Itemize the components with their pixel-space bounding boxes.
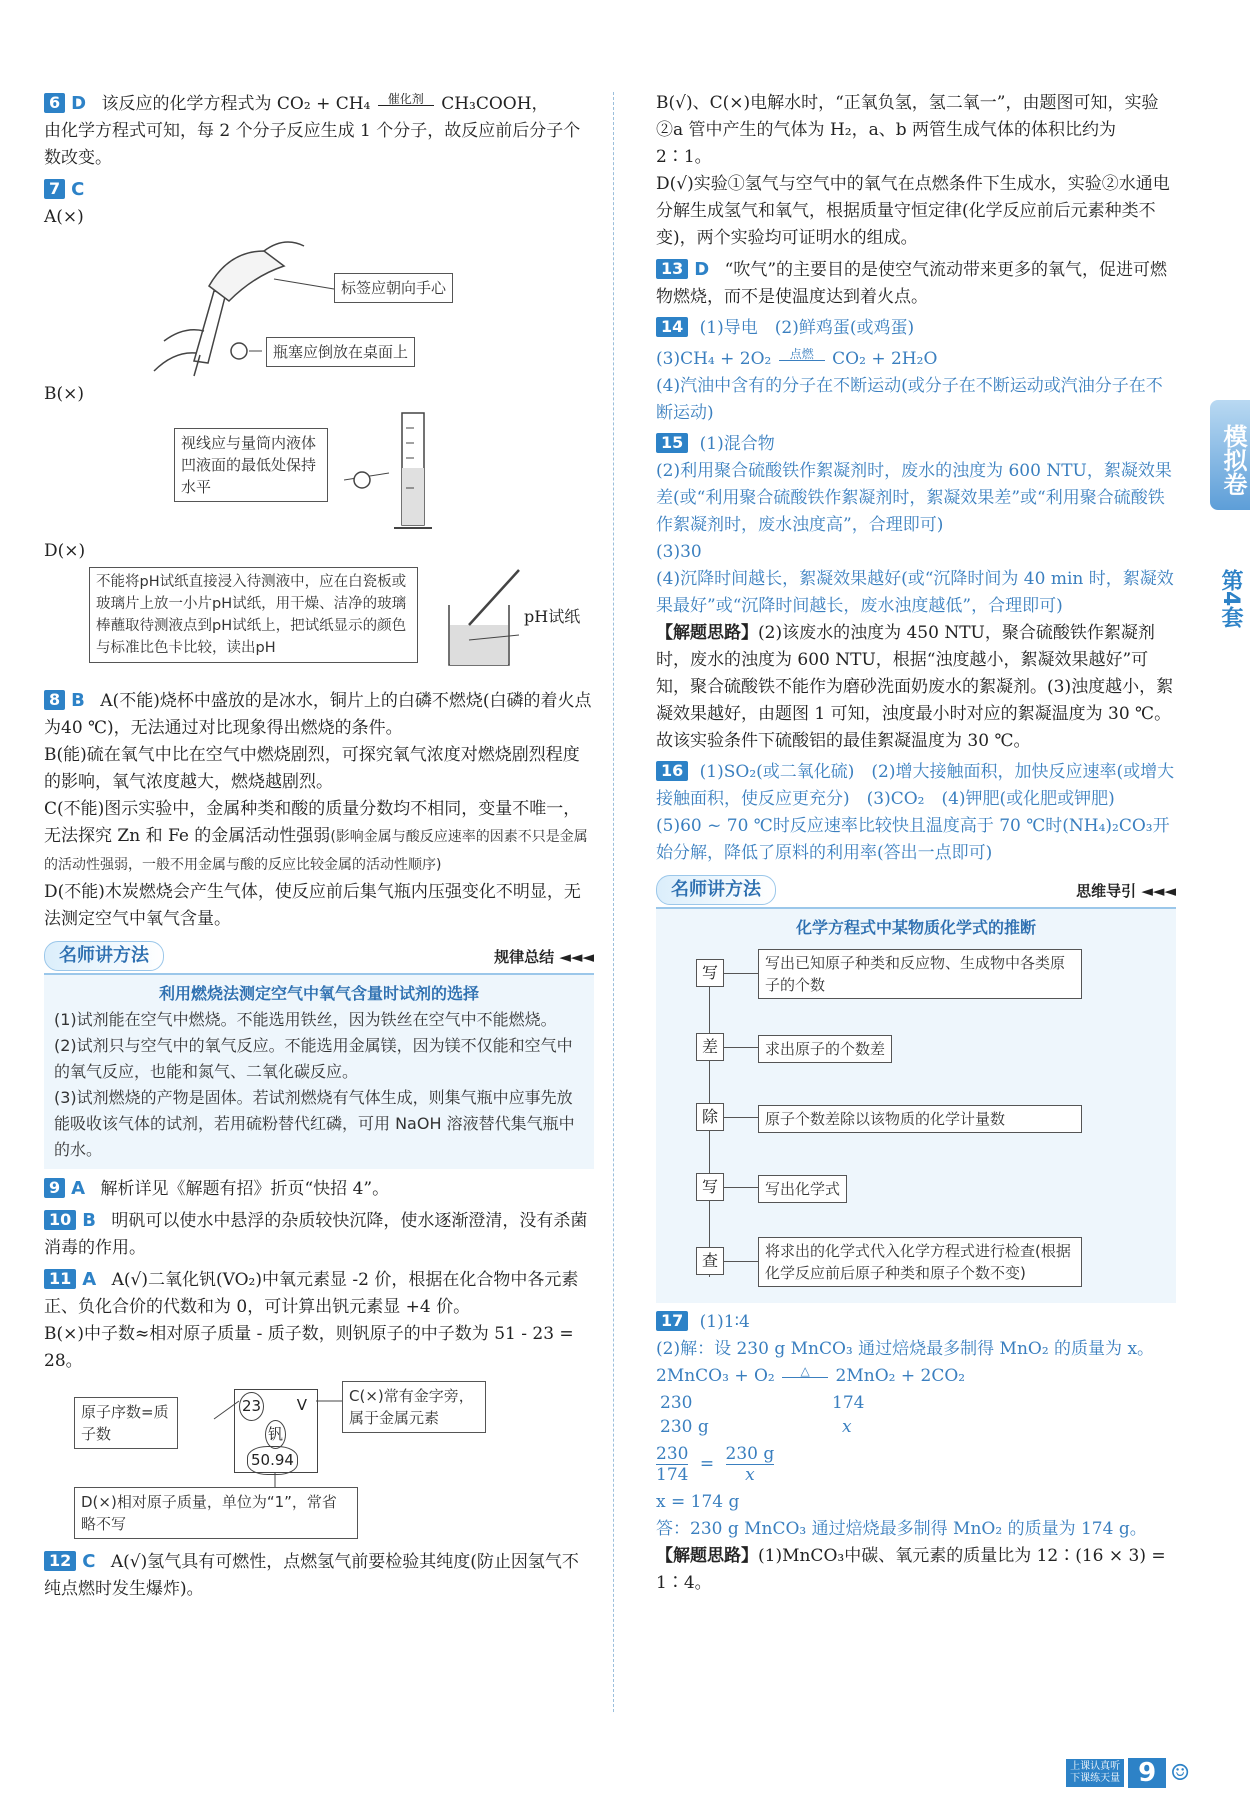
q17: 17 (1)1∶4 (2)解：设 230 g MnCO₃ 通过焙烧最多制得 MnO₂ 的质量为 x。 2MnCO₃ + O₂ △ 2MnO₂ + 2CO₂ 230 174 230 g x $\frac{230}{174}$ = $\frac{230 g}{x}$ x = 174 g 答：230 g MnCO₃ 通过焙烧最多制得 MnO₂ 的质量为 174 g。 【解题思路】(1)MnCO₃中碳、氧元素的质量比为 12∶(16 × 3) = 1∶4。 (656, 1309, 1176, 1597)
q12-number: 12 (44, 1551, 76, 1571)
q8-c: C(不能)图示实验中，金属种类和酸的质量分数均不相同，变量不唯一，无法探究 Zn 和 Fe 的金属活动性强弱 (44, 799, 581, 846)
tile-mass: 50.94 (247, 1446, 298, 1475)
q6-answer: D (71, 93, 87, 114)
method1-title: 名师讲方法 (44, 941, 164, 971)
q14-p1: (1)导电 (2)鲜鸡蛋(或鸡蛋) (699, 318, 915, 338)
q7-a-note1: 标签应朝向手心 (334, 273, 453, 303)
q7-b-figure (44, 408, 594, 538)
q8-a: A(不能)烧杯中盛放的是冰水，铜片上的白磷不燃烧(白磷的着火点为40 ℃)，无法通过对比现象得出燃烧的条件。 (44, 691, 592, 738)
q13-answer: D (694, 259, 710, 280)
q17-tip-label: 【解题思路】 (656, 1546, 758, 1566)
right-column (656, 90, 1176, 1601)
q10-answer: B (82, 1210, 96, 1231)
q12-text: A(√)氢气具有可燃性，点燃氢气前要检验其纯度(防止因氢气不纯点燃时发生爆炸)。 (44, 1552, 579, 1599)
q14 (656, 315, 1176, 427)
q6 (44, 90, 594, 172)
flow-step-3-desc: 原子个数差除以该物质的化学计量数 (758, 1105, 1082, 1133)
beaker-ph-paper-illustration (439, 565, 529, 675)
q8 (44, 687, 594, 933)
flow-connector (724, 1047, 758, 1048)
flow-step-2-desc: 求出原子的个数差 (758, 1035, 892, 1063)
q7-d-note: 不能将pH试纸直接浸入待测液中，应在白瓷板或玻璃片上放一小片pH试纸，用干燥、洁净的玻璃棒蘸取待测液点到pH试纸上，把试纸显示的颜色与标准比色卡比较，读出pH (89, 567, 418, 663)
q16-p1: (1)SO₂(或二氧化硫) (2)增大接触面积，加快反应速率(或增大接触面积，使反应更充分) (3)CO₂ (4)钾肥(或化肥或钾肥) (656, 762, 1175, 809)
q7-d-fig-label: pH试纸 (524, 607, 581, 626)
page-number: 9 (1128, 1758, 1166, 1788)
q11-answer: A (82, 1269, 97, 1290)
q14-p3a: (3)CH₄ + 2O₂ (656, 349, 772, 369)
q15-p3: (3)30 (656, 542, 702, 562)
q6-catalyst: 催化剂 (387, 92, 424, 106)
page-footer (1066, 1758, 1190, 1788)
flow-step-4-desc: 写出化学式 (758, 1175, 847, 1203)
q17-ratio-b-top: 230 g (725, 1444, 775, 1464)
q17-p2: (2)解：设 230 g MnCO₃ 通过焙烧最多制得 MnO₂ 的质量为 x。 (656, 1339, 1155, 1359)
q11-fig-d: D(×)相对原子质量，单位为“1”，常省略不写 (74, 1487, 358, 1539)
q15 (656, 431, 1176, 755)
q11 (44, 1266, 594, 1544)
q6-number: 6 (44, 93, 65, 113)
method2-flowchart (666, 947, 1166, 1297)
q12-text-r2: D(√)实验①氢气与空气中的氧气在点燃条件下生成水，实验②水通电分解生成氢气和氧气，根据质量守恒定律(化学反应前后元素种类不变)，两个实验均可证明水的组成。 (656, 174, 1170, 248)
q17-eq-right: 2MnO₂ + 2CO₂ (835, 1366, 966, 1386)
q10 (44, 1207, 594, 1262)
tile-name: 钒 (265, 1420, 286, 1449)
q7-b-note: 视线应与量筒内液体凹液面的最低处保持水平 (174, 428, 328, 502)
q17-ratio-b-bottom: x (745, 1465, 755, 1485)
q8-number: 8 (44, 690, 65, 710)
flow-connector (724, 1187, 758, 1188)
method-box-2 (656, 875, 1176, 1303)
q17-mass-3: 230 g (660, 1417, 709, 1437)
q15-tip-label: 【解题思路】 (656, 623, 758, 643)
element-tile (234, 1389, 318, 1473)
q14-number: 14 (656, 317, 688, 337)
q17-result: x = 174 g (656, 1492, 740, 1512)
flow-connector (724, 1261, 758, 1262)
flow-connector (724, 973, 758, 974)
q15-tip: (2)该废水的浊度为 450 NTU，聚合硫酸铁作絮凝剂时，废水的浊度为 600 NTU，根据“浊度越小，絮凝效果越好”可知，聚合硫酸铁不能作为磨砂洗面奶废水的絮凝剂。(3)浊度越小，絮凝效果越好，由题图 1 可知，浊度最小时对应的絮凝温度为 30 ℃。故该实验条件下硫酸铝的最佳絮凝温度为 30 ℃。 (656, 623, 1174, 751)
flow-step-3-key: 除 (696, 1103, 724, 1131)
q13-number: 13 (656, 259, 688, 279)
method1-subtitle: 利用燃烧法测定空气中氧气含量时试剂的选择 (158, 984, 479, 1003)
flow-step-4-key: 写 (696, 1173, 724, 1201)
q17-tip: (1)MnCO₃中碳、氧元素的质量比为 12∶(16 × 3) = 1∶4。 (656, 1546, 1166, 1593)
side-tab-set: 第4套 (1210, 560, 1250, 638)
q14-p3b: CO₂ + 2H₂O (832, 349, 938, 369)
q7-number: 7 (44, 179, 65, 199)
q11-element-figure (44, 1379, 594, 1544)
q16 (656, 759, 1176, 867)
method1-p2: (2)试剂只与空气中的氧气反应。不能选用金属镁，因为镁不仅能和空气中的氧气反应，也能和氮气、二氧化碳反应。 (54, 1036, 573, 1081)
q16-number: 16 (656, 761, 688, 781)
q9-text: 解析详见《解题有招》折页“快招 4”。 (100, 1179, 390, 1199)
q7-a-note2: 瓶塞应倒放在桌面上 (266, 337, 415, 367)
q6-text2: 由化学方程式可知，每 2 个分子反应生成 1 个分子，故反应前后分子个数改变。 (44, 121, 581, 168)
q7-a-label: A(×) (44, 207, 84, 227)
method1-p3: (3)试剂燃烧的产物是固体。若试剂燃烧有气体生成，则集气瓶中应事先放能吸收该气体的试剂，若用硫粉替代红磷，可用 NaOH 溶液替代集气瓶中的水。 (54, 1088, 575, 1159)
footer-slogan: 上课认真听 下课练天量 (1066, 1759, 1124, 1787)
q9 (44, 1175, 594, 1203)
q11-b: B(×)中子数≈相对原子质量 - 质子数，则钒原子的中子数为 51 - 23 = 28。 (44, 1324, 574, 1371)
q11-fig-c: C(×)常有金字旁，属于金属元素 (342, 1381, 486, 1433)
q8-b: B(能)硫在氧气中比在空气中燃烧剧烈，可探究氧气浓度对燃烧剧烈程度的影响，氧气浓度越大，燃烧越剧烈。 (44, 745, 580, 792)
flow-step-1-desc: 写出已知原子种类和反应物、生成物中各类原子的个数 (758, 949, 1082, 999)
q17-p1: (1)1∶4 (699, 1312, 750, 1332)
q6-text1: 该反应的化学方程式为 CO₂ + CH₄ (101, 94, 371, 114)
mascot-icon: ☺ (1170, 1760, 1190, 1786)
method-box-1 (44, 941, 594, 1169)
q17-ratio-b (726, 1444, 775, 1485)
q8-c-handnote: (影响金属与酸反应速率的因素不只是金属的活动性强弱，一般不用金属与酸的反应比较金属的活动性顺序) (44, 829, 588, 873)
q7-b-label: B(×) (44, 384, 85, 404)
column-divider (613, 92, 614, 1712)
method1-tag: 规律总结 ◄◄◄ (494, 947, 594, 966)
q11-a: A(√)二氧化钒(VO₂)中氧元素显 -2 价，根据在化合物中各元素正、负化合价的代数和为 0，可计算出钒元素显 +4 价。 (44, 1270, 579, 1317)
q7-d-figure (44, 565, 594, 683)
q17-number: 17 (656, 1311, 688, 1331)
q17-mass-4: x (842, 1417, 852, 1437)
q15-p1: (1)混合物 (699, 434, 775, 454)
q12-text-r1: B(√)、C(×)电解水时，“正氧负氢，氢二氧一”，由题图可知，实验②a 管中产生的气体为 H₂，a、b 两管生成气体的体积比约为 2∶1。 (656, 93, 1159, 167)
q10-text: 明矾可以使水中悬浮的杂质较快沉降，使水逐渐澄清，没有杀菌消毒的作用。 (44, 1211, 588, 1258)
q17-mass-2: 174 (832, 1393, 865, 1413)
q13-text: “吹气”的主要目的是使空气流动带来更多的氧气，促进可燃物燃烧，而不是使温度达到着火点。 (656, 260, 1168, 307)
q9-answer: A (71, 1178, 86, 1199)
side-tab-volume: 模拟卷 (1210, 400, 1250, 510)
q13 (656, 256, 1176, 311)
q11-fig-left: 原子序数=质子数 (74, 1397, 178, 1449)
method2-title: 名师讲方法 (656, 875, 776, 905)
q17-ratio-a-top: 230 (656, 1444, 689, 1464)
flow-step-2-key: 差 (696, 1033, 724, 1061)
flow-step-1-key: 写 (696, 959, 724, 987)
q12-answer: C (82, 1551, 96, 1572)
q15-number: 15 (656, 433, 688, 453)
q9-number: 9 (44, 1178, 65, 1198)
q17-answer: 答：230 g MnCO₃ 通过焙烧最多制得 MnO₂ 的质量为 174 g。 (656, 1519, 1147, 1539)
flow-connector (724, 1117, 758, 1118)
method2-subtitle: 化学方程式中某物质化学式的推断 (795, 918, 1036, 937)
q12 (44, 1548, 594, 1603)
q16-p5: (5)60 ~ 70 ℃时反应速率比较快且温度高于 70 ℃时(NH₄)₂CO₃开始分解，降低了原料的利用率(答出一点即可) (656, 816, 1170, 863)
method1-p1: (1)试剂能在空气中燃烧。不能选用铁丝，因为铁丝在空气中不能燃烧。 (54, 1010, 557, 1029)
q10-number: 10 (44, 1210, 76, 1230)
q17-ratio-a (656, 1444, 688, 1485)
flow-step-5-desc: 将求出的化学式代入化学方程式进行检查(根据化学反应前后原子种类和原子个数不变) (758, 1237, 1082, 1287)
q17-eq-left: 2MnCO₃ + O₂ (656, 1366, 775, 1386)
q14-p3-condition: 点燃 (789, 347, 814, 361)
q7-d-label: D(×) (44, 541, 86, 561)
q11-number: 11 (44, 1269, 76, 1289)
q14-p4: (4)汽油中含有的分子在不断运动(或分子在不断运动或汽油分子在不断运动) (656, 376, 1163, 423)
q7-answer: C (71, 179, 85, 200)
flow-step-5-key: 查 (696, 1247, 724, 1275)
q8-answer: B (71, 690, 85, 711)
q6-text1b: CH₃COOH， (441, 94, 549, 114)
method2-tag: 思维导引 ◄◄◄ (1076, 881, 1176, 900)
q17-eq-condition: △ (800, 1364, 810, 1378)
tile-atomic-number: 23 (239, 1392, 264, 1421)
q17-ratio-a-bottom: 174 (656, 1465, 689, 1485)
tile-symbol: V (296, 1396, 307, 1414)
q7 (44, 176, 594, 683)
q17-mass-1: 230 (660, 1393, 693, 1413)
q7-a-figure (44, 231, 594, 381)
graduated-cylinder-illustration (344, 408, 464, 538)
q12-continued (656, 90, 1176, 252)
left-column (44, 90, 594, 1607)
q8-d: D(不能)木炭燃烧会产生气体，使反应前后集气瓶内压强变化不明显，无法测定空气中氧气含量。 (44, 882, 581, 929)
q15-p2: (2)利用聚合硫酸铁作絮凝剂时，废水的浊度为 600 NTU，絮凝效果差(或“利用聚合硫酸铁作絮凝剂时，絮凝效果差”或“利用聚合硫酸铁作絮凝剂时，废水浊度高”，合理即可) (656, 461, 1172, 535)
q15-p4: (4)沉降时间越长，絮凝效果越好(或“沉降时间为 40 min 时，絮凝效果最好”或“沉降时间越长，废水浊度越低”，合理即可) (656, 569, 1174, 616)
